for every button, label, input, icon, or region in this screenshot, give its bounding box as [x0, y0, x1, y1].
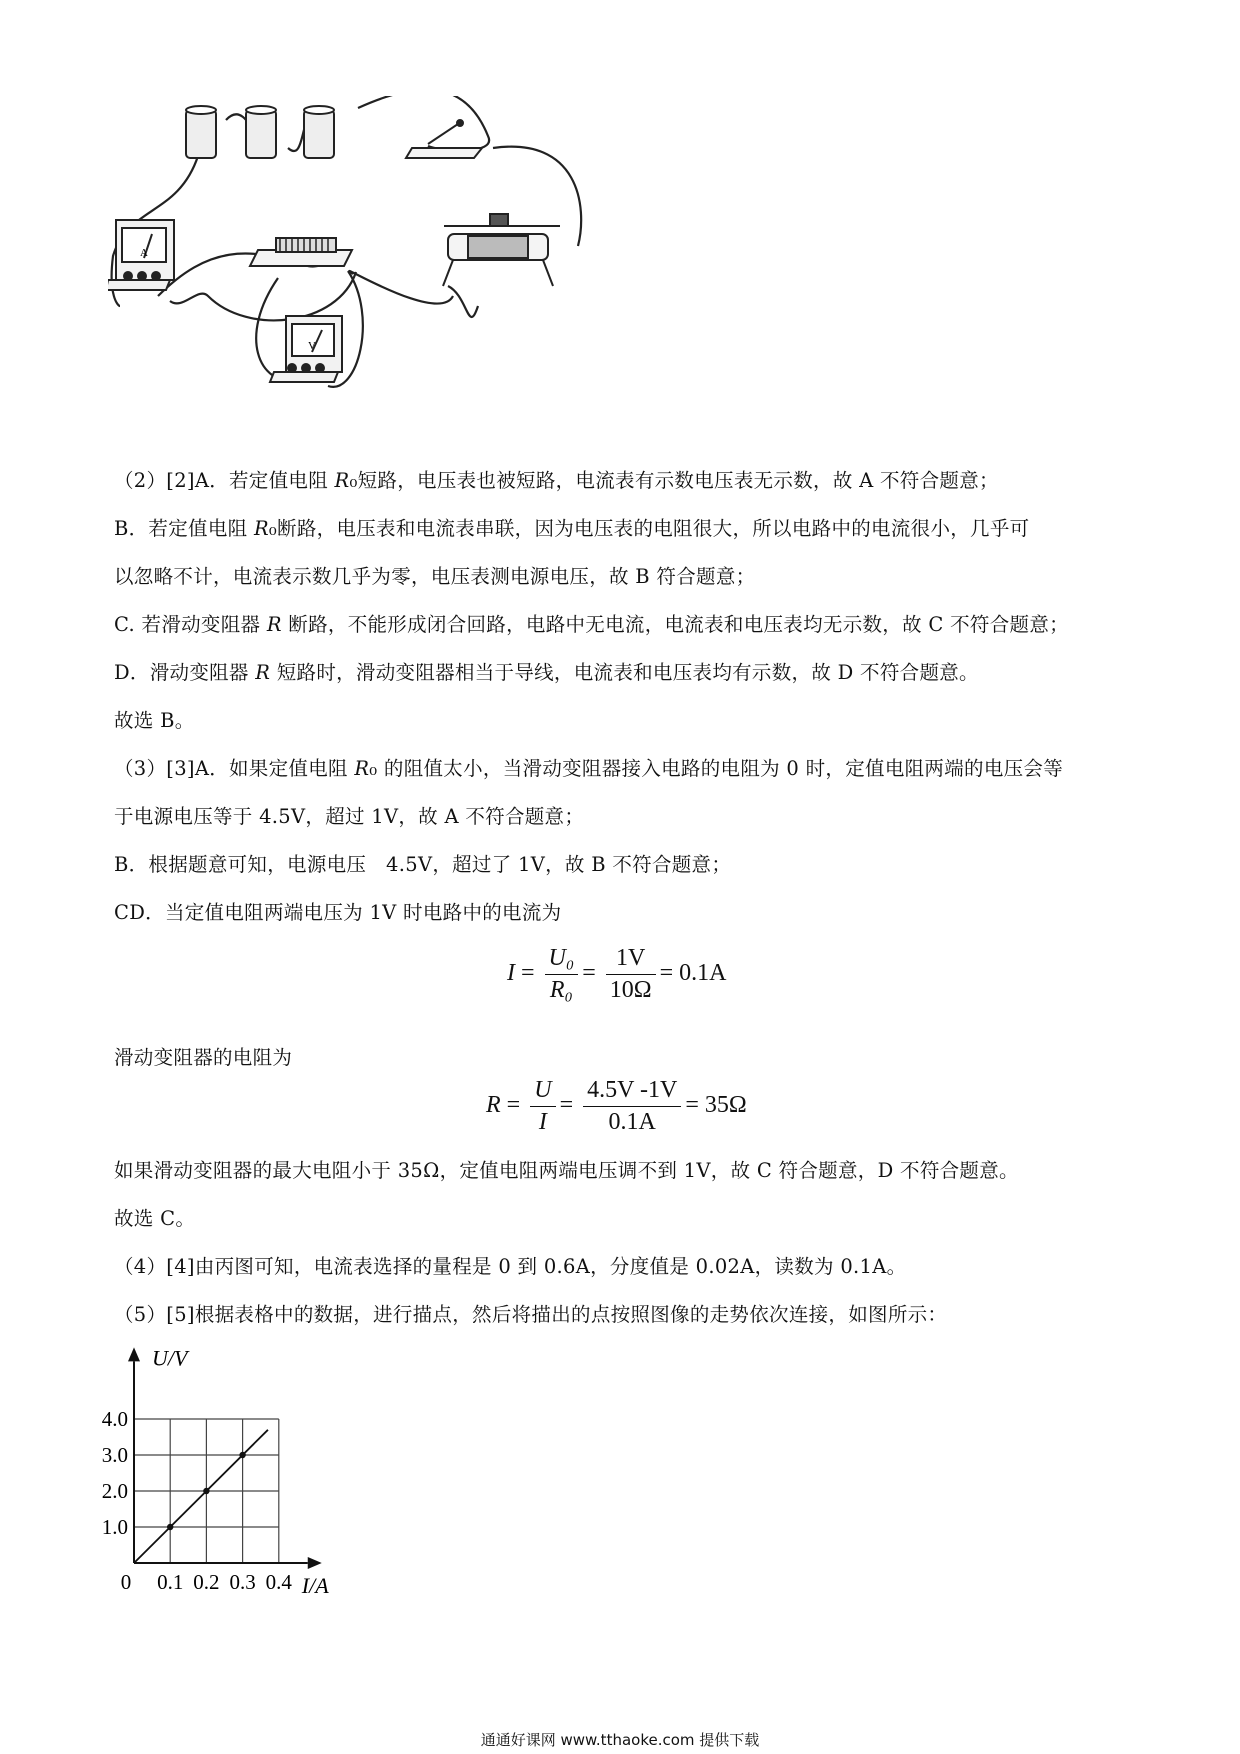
- voltmeter-label: V: [308, 340, 316, 352]
- text-run: B．若定值电阻: [114, 517, 254, 540]
- paragraph-line-14: [114, 1251, 906, 1279]
- circuit-diagram: [108, 96, 668, 436]
- y-tick-label: 4.0: [101, 1407, 128, 1431]
- switch: [406, 120, 482, 158]
- x-tick-label: 0.1: [157, 1570, 184, 1594]
- paragraph-line-2: [114, 513, 1029, 541]
- paragraph-line-1: [114, 465, 999, 493]
- formula-current: I = $\frac{\text{U₀}}{\text{R₀}}$ = $\frac{1V}{10\Omega}$ = 0.1A: [507, 945, 727, 1003]
- paragraph-line-12: [114, 1155, 1019, 1183]
- paragraph-line-10: [114, 897, 561, 925]
- paragraph-line-15: [114, 1299, 947, 1327]
- battery-cells: [186, 106, 334, 158]
- text-run: （2）[2]A．若定值电阻: [114, 469, 335, 492]
- text-run: 如果滑动变阻器的最大电阻小于 35Ω，定值电阻两端电压调不到 1V，故 C 符合题意，D 不符合题意。: [114, 1159, 1019, 1182]
- data-point: [239, 1452, 245, 1458]
- text-run: ₀短路，电压表也被短路，电流表有示数电压表无示数，故 A 不符合题意；: [349, 469, 999, 492]
- x-tick-label: 0: [120, 1570, 132, 1594]
- paragraph-line-13: [114, 1203, 195, 1231]
- paragraph-line-5: [114, 657, 979, 685]
- x-tick-label: 0.4: [265, 1570, 292, 1594]
- text-run: ₀ 的阻值太小，当滑动变阻器接入电路的电阻为 0 时，定值电阻两端的电压会等: [369, 757, 1064, 780]
- fixed-resistor: [250, 238, 352, 266]
- text-run: R: [255, 661, 271, 684]
- paragraph-line-9: [114, 849, 731, 877]
- text-run: （3）[3]A．如果定值电阻: [114, 757, 355, 780]
- ui-graph: [100, 1335, 400, 1595]
- y-tick-label: 1.0: [101, 1515, 128, 1539]
- paragraph-line-8: [114, 801, 584, 829]
- text-run: （4）[4]由丙图可知，电流表选择的量程是 0 到 0.6A，分度值是 0.02A，读数为 0.1A。: [114, 1255, 907, 1278]
- rheostat: [443, 214, 560, 286]
- text-run: 故选 C。: [114, 1207, 196, 1230]
- voltmeter: [270, 316, 342, 382]
- data-point: [167, 1524, 173, 1530]
- data-point: [203, 1488, 209, 1494]
- x-axis-label: I/A: [301, 1573, 329, 1595]
- paragraph-line-4: [114, 609, 1069, 637]
- x-tick-label: 0.3: [229, 1570, 256, 1594]
- y-axis-arrow: [128, 1347, 140, 1361]
- ammeter-label: A: [140, 247, 148, 259]
- y-tick-label: 2.0: [101, 1479, 128, 1503]
- text-run: D．滑动变阻器: [114, 661, 256, 684]
- footer-watermark: 通通好课网 www.tthaoke.com 提供下载: [480, 1731, 760, 1749]
- text-run: 断路，不能形成闭合回路，电路中无电流，电流表和电压表均无示数，故 C 不符合题意；: [281, 613, 1069, 636]
- paragraph-line-6: [114, 705, 195, 733]
- y-axis-label: U/V: [152, 1345, 188, 1371]
- text-run: B．根据题意可知，电源电压 4.5V，超过了 1V，故 B 不符合题意；: [114, 853, 732, 876]
- text-run: 于电源电压等于 4.5V，超过 1V，故 A 不符合题意；: [114, 805, 585, 828]
- paragraph-line-3: [114, 561, 755, 589]
- text-run: R: [266, 613, 282, 636]
- text-run: R: [253, 517, 269, 540]
- text-run: ₀断路，电压表和电流表串联，因为电压表的电阻很大，所以电路中的电流很小，几乎可: [268, 517, 1030, 540]
- text-run: （5）[5]根据表格中的数据，进行描点，然后将描出的点按照图像的走势依次连接，如图所示：: [114, 1303, 948, 1326]
- x-axis-arrow: [308, 1557, 322, 1569]
- paragraph-line-7: [114, 753, 1063, 781]
- text-run: C. 若滑动变阻器: [114, 613, 267, 636]
- x-tick-label: 0.2: [193, 1570, 220, 1594]
- data-line: [134, 1430, 268, 1563]
- paragraph-line-11: [114, 1042, 292, 1070]
- text-run: 滑动变阻器的电阻为: [114, 1046, 293, 1069]
- text-run: CD．当定值电阻两端电压为 1V 时电路中的电流为: [114, 901, 562, 924]
- text-run: 以忽略不计，电流表示数几乎为零，电压表测电源电压，故 B 符合题意；: [114, 565, 756, 588]
- text-run: 故选 B。: [114, 709, 195, 732]
- formula-resistance: R = $\frac{U}{I}$ = $\frac{4.5V -1V}{0.1A}$ = 35Ω: [486, 1077, 747, 1135]
- text-run: 短路时，滑动变阻器相当于导线，电流表和电压表均有示数，故 D 不符合题意。: [270, 661, 979, 684]
- text-run: R: [334, 469, 350, 492]
- y-tick-label: 3.0: [101, 1443, 128, 1467]
- text-run: R: [354, 757, 370, 780]
